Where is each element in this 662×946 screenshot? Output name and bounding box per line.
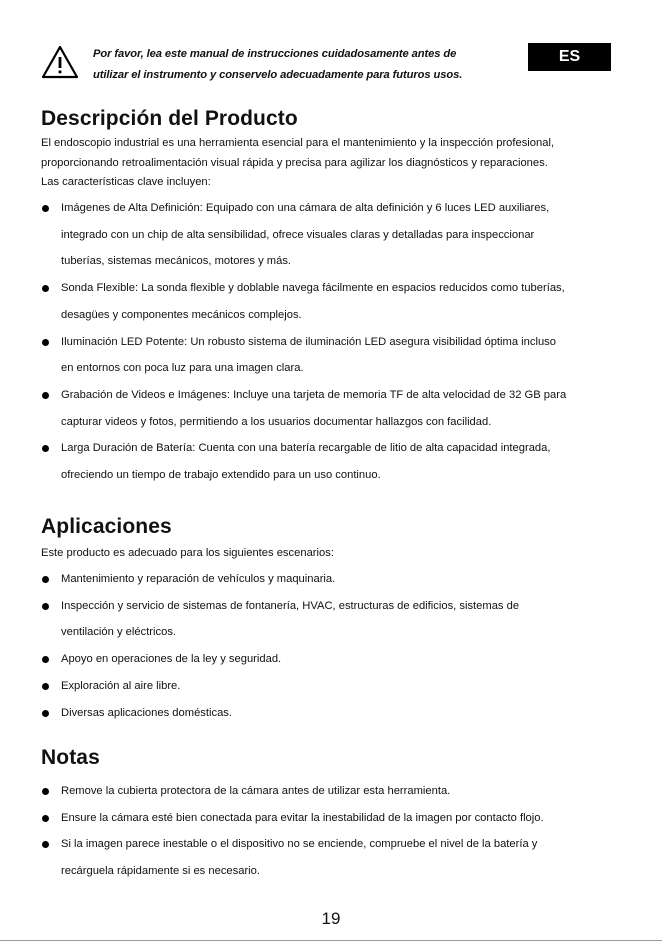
- notes-list: [41, 778, 631, 885]
- feature-list: [41, 195, 631, 489]
- application-line: Inspección y servicio de sistemas de fontanería, HVAC, estructuras de edificios, sistemas de: [61, 599, 520, 612]
- intro-line: proporcionando retroalimentación visual rápida y precisa para agilizar los diagnósticos y reparaciones.: [41, 156, 548, 169]
- application-line: Diversas aplicaciones domésticas.: [61, 706, 232, 719]
- feature-line: integrado con un chip de alta sensibilidad, ofrece visuales claras y detalladas para inspeccionar: [61, 228, 535, 241]
- intro-line: Las características clave incluyen:: [41, 176, 211, 188]
- bullet-dot-icon: [42, 815, 49, 822]
- feature-item: [41, 275, 631, 328]
- feature-line: capturar videos y fotos, permitiendo a los usuarios documentar hallazgos con facilidad.: [61, 415, 492, 428]
- note-item: [41, 831, 631, 884]
- section-title-notes: Notas: [41, 746, 100, 769]
- note-line: Ensure la cámara esté bien conectada para evitar la inestabilidad de la imagen por contacto flojo.: [61, 811, 544, 824]
- note-line: Remove la cubierta protectora de la cámara antes de utilizar esta herramienta.: [61, 785, 451, 797]
- application-line: Apoyo en operaciones de la ley y seguridad.: [61, 653, 282, 666]
- feature-line: tuberías, sistemas mecánicos, motores y más.: [61, 255, 292, 268]
- application-item: [41, 673, 631, 700]
- applications-intro: [41, 544, 631, 564]
- bullet-dot-icon: [42, 788, 49, 795]
- section-title-description: Descripción del Producto: [41, 107, 298, 130]
- intro-line: El endoscopio industrial es una herramienta esencial para el mantenimiento y la inspección profesional,: [41, 137, 555, 149]
- section-title-applications: Aplicaciones: [41, 515, 172, 538]
- bullet-dot-icon: [42, 603, 49, 610]
- application-line: Exploración al aire libre.: [61, 679, 181, 692]
- applications-list: [41, 566, 631, 726]
- bullet-dot-icon: [42, 392, 49, 399]
- bullet-dot-icon: [42, 656, 49, 663]
- warning-line: utilizar el instrumento y conservelo adecuadamente para futuros usos.: [93, 69, 463, 81]
- warning-notice: [93, 44, 513, 86]
- feature-item: [41, 329, 631, 382]
- application-item: [41, 700, 631, 727]
- application-item: [41, 566, 631, 593]
- bullet-dot-icon: [42, 445, 49, 452]
- bullet-dot-icon: [42, 205, 49, 212]
- note-line: Si la imagen parece inestable o el dispositivo no se enciende, compruebe el nivel de la batería y: [61, 838, 538, 851]
- feature-item: [41, 435, 631, 488]
- feature-item: [41, 195, 631, 275]
- bullet-dot-icon: [42, 841, 49, 848]
- feature-line: desagües y componentes mecánicos complejos.: [61, 308, 302, 321]
- feature-line: Iluminación LED Potente: Un robusto sistema de iluminación LED asegura visibilidad óptima incluso: [61, 335, 556, 348]
- bullet-dot-icon: [42, 576, 49, 583]
- feature-line: Sonda Flexible: La sonda flexible y doblable navega fácilmente en espacios reducidos como tuberías,: [61, 282, 565, 295]
- feature-line: Imágenes de Alta Definición: Equipado con una cámara de alta definición y 6 luces LED auxiliares,: [61, 202, 550, 214]
- note-item: [41, 805, 631, 832]
- feature-item: [41, 382, 631, 435]
- application-line: Mantenimiento y reparación de vehículos y maquinaria.: [61, 573, 336, 585]
- feature-line: Larga Duración de Batería: Cuenta con una batería recargable de litio de alta capacidad integrada,: [61, 442, 551, 455]
- description-intro: [41, 134, 631, 193]
- intro-line: Este producto es adecuado para los siguientes escenarios:: [41, 547, 334, 559]
- feature-line: ofreciendo un tiempo de trabajo extendido para un uso continuo.: [61, 469, 381, 482]
- feature-line: Grabación de Videos e Imágenes: Incluye una tarjeta de memoria TF de alta velocidad de 32 GB para: [61, 388, 567, 401]
- bullet-dot-icon: [42, 683, 49, 690]
- application-item: [41, 646, 631, 673]
- page-number: 19: [321, 909, 341, 928]
- feature-line: en entornos con poca luz para una imagen clara.: [61, 362, 304, 375]
- application-item: [41, 593, 631, 646]
- note-item: [41, 778, 631, 805]
- footer-divider: [0, 940, 662, 941]
- warning-triangle-icon: [41, 44, 79, 80]
- note-line: recárguela rápidamente si es necesario.: [61, 865, 260, 878]
- warning-line: Por favor, lea este manual de instrucciones cuidadosamente antes de: [93, 48, 457, 60]
- language-badge: ES: [528, 43, 611, 71]
- bullet-dot-icon: [42, 339, 49, 346]
- bullet-dot-icon: [42, 285, 49, 292]
- application-line: ventilación y eléctricos.: [61, 626, 177, 639]
- bullet-dot-icon: [42, 710, 49, 717]
